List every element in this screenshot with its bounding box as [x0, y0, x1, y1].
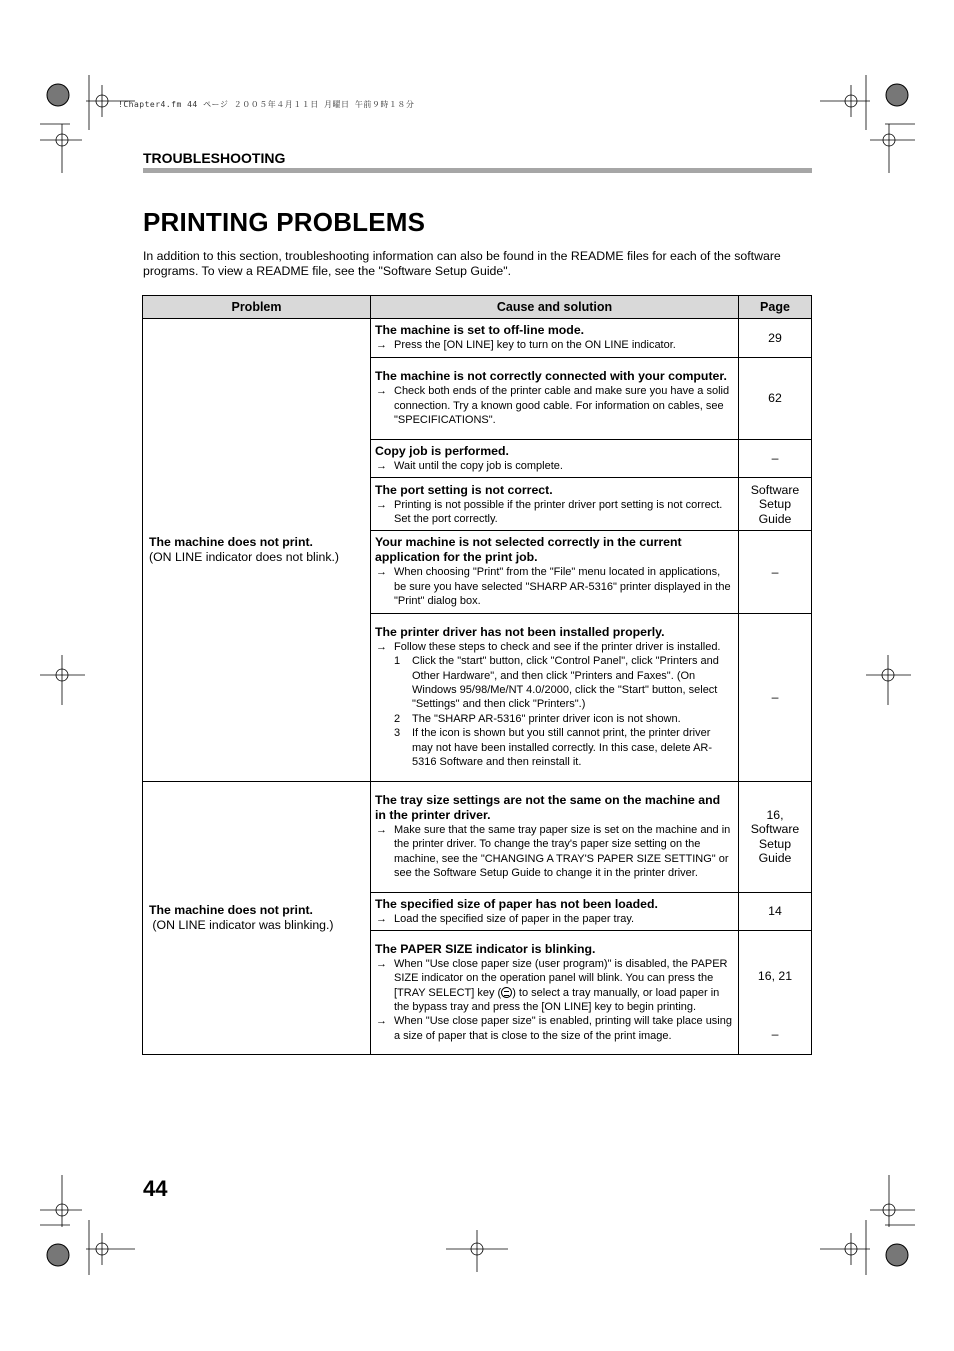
page-ref: Software Setup Guide [739, 478, 812, 531]
page-ref: – [739, 440, 812, 478]
arrow-icon: → [376, 385, 387, 398]
step-number: 1 [394, 655, 401, 668]
registration-mark-mid-right [866, 655, 916, 705]
registration-mark-bottom-left [40, 1175, 140, 1275]
cause-cell [371, 531, 739, 613]
column-header-problem: Problem [143, 296, 371, 319]
section-label: TROUBLESHOOTING [143, 150, 286, 166]
page-ref: 62 [739, 358, 812, 440]
solution-line [375, 957, 734, 1015]
solution-line [375, 338, 734, 352]
step-item [375, 712, 734, 726]
cause-title: Your machine is not selected correctly in the current application for the print job. [375, 535, 682, 565]
page-ref: – [771, 1027, 779, 1042]
page-title: PRINTING PROBLEMS [143, 207, 426, 237]
table-header-row [143, 296, 812, 319]
cause-cell [371, 892, 739, 930]
cause-cell [371, 319, 739, 358]
solution-text: Make sure that the same tray paper size is set on the machine and in the printer driver. To change the tray's paper size setting on the machine, see the "CHANGING A TRAY'S PAPER SIZE SETTING" or see the Software Setup Guide to change it in the printer driver. [394, 823, 731, 880]
cause-title: The machine is not correctly connected with your computer. [375, 369, 727, 384]
troubleshooting-table [142, 295, 812, 1055]
arrow-icon: → [376, 912, 387, 925]
section-divider [143, 168, 812, 173]
cause-title: The tray size settings are not the same on the machine and in the printer driver. [375, 792, 721, 822]
page-ref: 16, Software Setup Guide [739, 781, 812, 892]
solution-text: Load the specified size of paper in the paper tray. [394, 912, 635, 925]
cause-cell [371, 440, 739, 478]
step-number: 3 [394, 727, 401, 740]
step-item [375, 726, 734, 769]
registration-mark-top-left [40, 75, 140, 175]
table-row [143, 319, 812, 358]
cause-cell [371, 613, 739, 781]
arrow-icon: → [376, 460, 387, 472]
page-ref: 16, 21 [757, 969, 793, 984]
arrow-icon: → [376, 823, 387, 836]
print-job-header: !Chapter4.fm 44 ページ ２００５年４月１１日 月曜日 午前９時１８分 [118, 100, 415, 109]
column-header-page: Page [739, 296, 812, 319]
registration-mark-bottom-right [815, 1175, 915, 1275]
table-row [143, 781, 812, 892]
solution-line [375, 640, 734, 654]
arrow-icon: → [376, 957, 387, 970]
solution-line [375, 912, 734, 926]
arrow-icon: → [376, 640, 387, 653]
cause-title: The printer driver has not been installed properly. [375, 624, 665, 639]
problem-title: The machine does not print. [149, 534, 313, 549]
solution-line [375, 498, 734, 527]
page-ref: – [739, 531, 812, 613]
cause-cell [371, 931, 739, 1055]
column-header-cause: Cause and solution [371, 296, 739, 319]
solution-text: Press the [ON LINE] key to turn on the ON LINE indicator. [394, 339, 676, 352]
cause-cell [371, 781, 739, 892]
solution-text: When choosing "Print" from the "File" menu located in applications, be sure you have selected "SHARP AR-5316" printer displayed in the "Print" dialog box. [394, 566, 731, 608]
solution-text: Check both ends of the printer cable and make sure you have a solid connection. Try a known good cable. For information on cables, see "SPECIFICATIONS". [394, 385, 730, 427]
cause-cell [371, 358, 739, 440]
solution-text-part-2: ) to select a tray manually, or load paper in the bypass tray and press the [ON LINE] key to begin printing. [394, 986, 720, 1014]
solution-text: Printing is not possible if the printer driver port setting is not correct. Set the port correctly. [394, 498, 723, 525]
cause-title: The specified size of paper has not been loaded. [375, 896, 658, 911]
tray-select-key-icon [501, 987, 512, 998]
solution-text: Follow these steps to check and see if the printer driver is installed. [394, 640, 721, 653]
solution-line [375, 823, 734, 881]
cause-title: The machine is set to off-line mode. [375, 323, 585, 338]
cause-title: The PAPER SIZE indicator is blinking. [375, 941, 596, 956]
cause-cell [371, 478, 739, 531]
problem-subtitle: (ON LINE indicator does not blink.) [149, 549, 340, 564]
intro-paragraph: In addition to this section, troubleshooting information can also be found in the README files for each of the software programs. To view a README file, see the "Software Setup Guide". [143, 249, 781, 278]
solution-text-part-1: When "Use close paper size (user program)" is disabled, the PAPER SIZE indicator on the operation panel will blink. You can press the [TRAY SELECT] key ( [394, 957, 728, 999]
arrow-icon: → [376, 566, 387, 579]
step-text: If the icon is shown but you still cannot print, the printer driver may not have been installed correctly. In this case, delete AR-5316 Software and then reinstall it. [412, 727, 713, 769]
step-number: 2 [394, 712, 401, 725]
solution-line [375, 384, 734, 427]
page-number: 44 [143, 1176, 168, 1201]
solution-line [375, 459, 734, 473]
step-text: The "SHARP AR-5316" printer driver icon is not shown. [412, 712, 681, 725]
arrow-icon: → [376, 498, 387, 511]
solution-text: When "Use close paper size" is enabled, printing will take place using a size of paper that is close to the size of the print image. [394, 1015, 732, 1042]
problem-cell [143, 781, 371, 1054]
step-item [375, 654, 734, 712]
page-ref: 14 [739, 892, 812, 930]
problem-subtitle: (ON LINE indicator was blinking.) [149, 917, 334, 932]
problem-title: The machine does not print. [149, 902, 313, 917]
registration-mark-bottom-center [446, 1230, 508, 1275]
solution-line [375, 1014, 734, 1043]
registration-mark-mid-left [40, 655, 90, 705]
page-ref: 29 [739, 319, 812, 358]
cause-title: The port setting is not correct. [375, 482, 553, 497]
page-ref: – [739, 613, 812, 781]
solution-text: Wait until the copy job is complete. [394, 460, 563, 472]
step-text: Click the "start" button, click "Control Panel", click "Printers and Other Hardware", and then click "Printers and Faxes". (On Windows 95/98/Me/NT 4.0/2000, click the "Start" button, select "Settings" and then click "Printers".) [412, 655, 719, 711]
arrow-icon: → [376, 339, 387, 352]
registration-mark-top-right [815, 75, 915, 175]
page-ref-cell [739, 931, 812, 1055]
solution-line [375, 565, 734, 608]
arrow-icon: → [376, 1015, 387, 1028]
problem-cell [143, 319, 371, 782]
cause-title: Copy job is performed. [375, 444, 509, 458]
